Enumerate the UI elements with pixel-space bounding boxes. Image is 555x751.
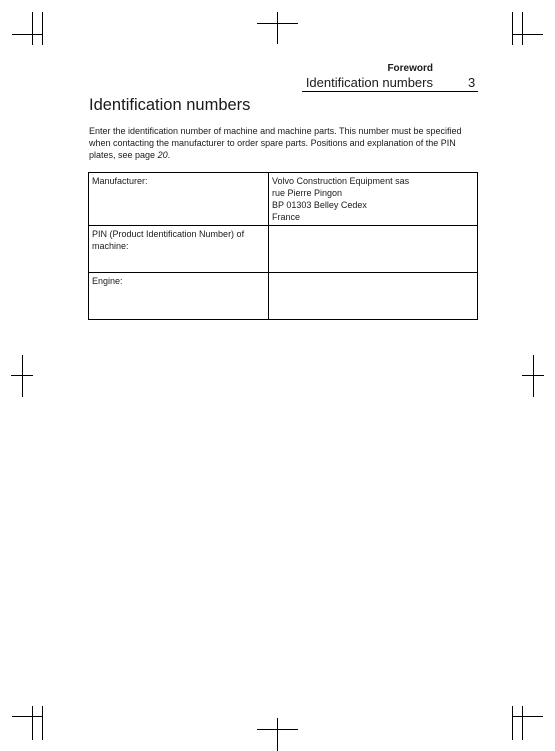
page-reference-link[interactable]: 20 [157, 150, 168, 161]
address-line: France [272, 212, 301, 222]
pin-value-field[interactable] [269, 226, 478, 273]
engine-label: Engine: [89, 273, 269, 320]
intro-end: . [167, 150, 171, 161]
identification-table [88, 172, 478, 320]
intro-paragraph [89, 125, 477, 162]
engine-value-field[interactable] [269, 273, 478, 320]
table-row-pin [89, 226, 478, 273]
header-divider [302, 91, 478, 92]
address-line: rue Pierre Pingon [272, 188, 343, 198]
manufacturer-label: Manufacturer: [89, 173, 269, 226]
running-header-section: Foreword [387, 63, 433, 74]
table-row-engine [89, 273, 478, 320]
page-number: 3 [468, 75, 476, 90]
running-header-title: Identification numbers [305, 75, 433, 90]
intro-text: Enter the identification number of machine and machine parts. This number must be specified when contacting the manufacturer to order spare parts. Positions and explanation of the PIN plates, see page [89, 126, 462, 161]
table-row-manufacturer [89, 173, 478, 226]
manufacturer-value [269, 173, 478, 226]
pin-label: PIN (Product Identification Number) of machine: [89, 226, 269, 273]
address-line: Volvo Construction Equipment sas [272, 176, 410, 186]
address-line: BP 01303 Belley Cedex [272, 200, 367, 210]
page-heading: Identification numbers [89, 96, 251, 114]
